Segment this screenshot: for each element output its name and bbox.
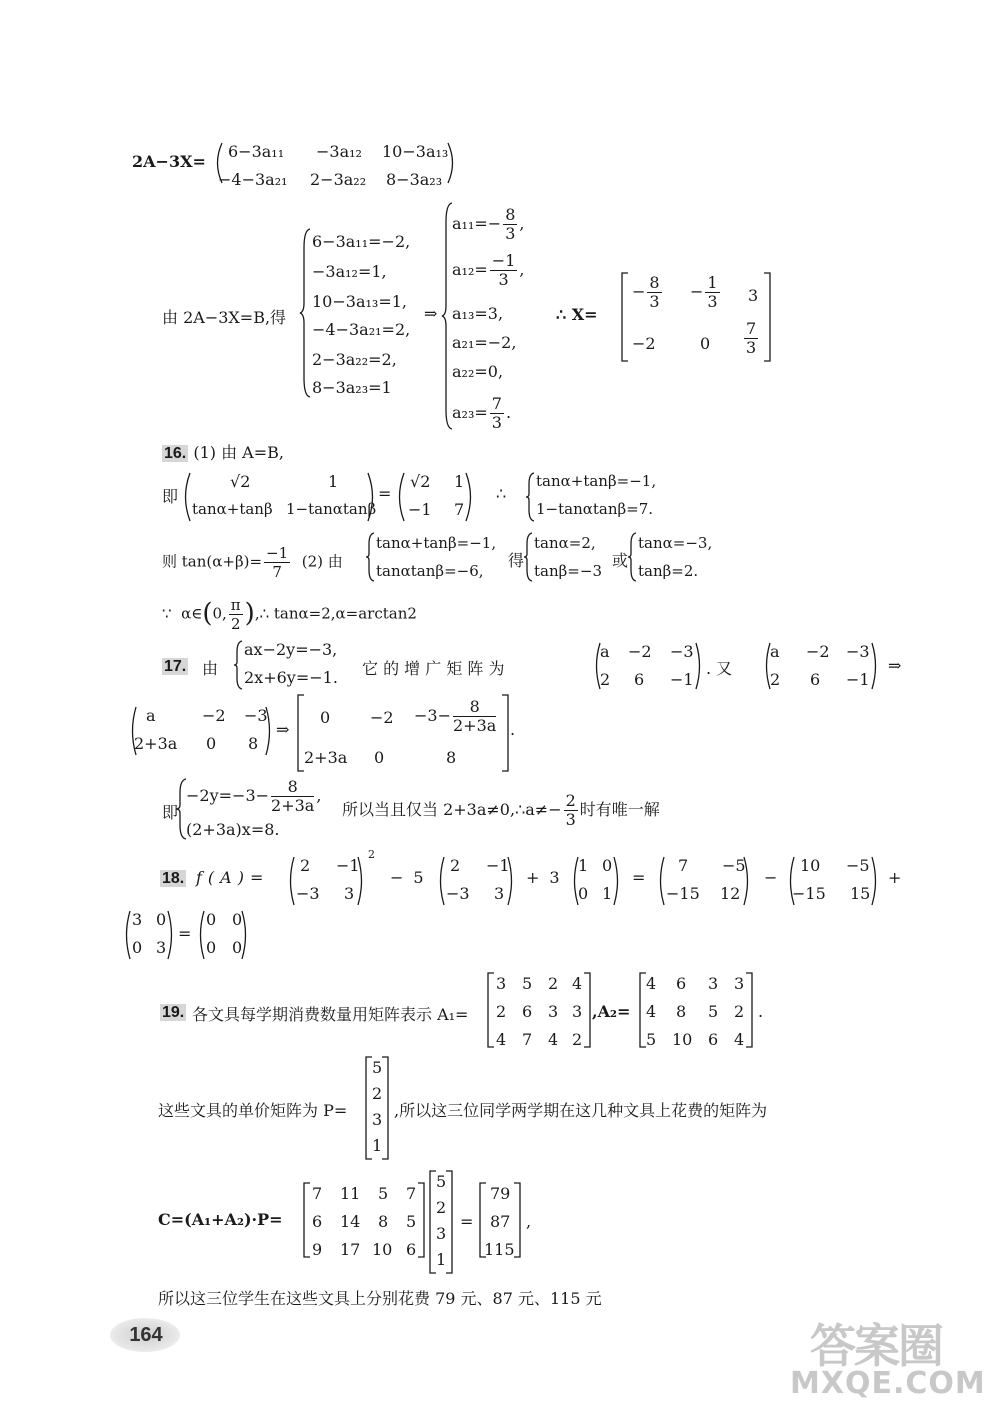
p19-p-cell: 5: [372, 1058, 383, 1077]
p17-m2-cell: 2: [770, 670, 781, 689]
frac-den: 3: [649, 292, 660, 311]
frac-den: 3: [491, 413, 502, 432]
p16-sys2-brace: [524, 532, 534, 582]
p18-eq: =: [632, 868, 646, 887]
p18-num: [160, 868, 186, 888]
p19-a1-cell: 4: [572, 974, 583, 993]
p19-a2-cell: 6: [676, 974, 687, 993]
p19-sum-cell: 6: [406, 1240, 417, 1259]
eq1-r2c2: 2−3a₂₂: [310, 170, 367, 189]
p18-m6-cell: 0: [156, 910, 167, 929]
p18-m2-cell: −3: [446, 884, 470, 903]
therefore-x: ∴ X=: [556, 305, 598, 324]
p18-m2-cell: 3: [494, 884, 505, 903]
p19-a2-cell: 4: [646, 974, 657, 993]
p17-also: . 又: [706, 659, 733, 678]
frac-num: 2: [565, 791, 576, 810]
p16-m2-r1c1: √2: [410, 472, 431, 491]
p19-sum-cell: 11: [340, 1184, 361, 1203]
p17-m4-cell: 0: [320, 708, 331, 727]
p16-m1-r1c2: 1: [328, 472, 339, 491]
p16-line1: 16. (1) 由 A=B,: [164, 443, 284, 462]
p16-m2-r1c2: 1: [454, 472, 465, 491]
x-r2c1: −2: [632, 334, 656, 353]
p18-m2-cell: 2: [450, 856, 461, 875]
p19-text1: 各文具每学期消费数量用矩阵表示 A₁=: [192, 1005, 469, 1024]
implies-arrow: ⇒: [424, 304, 438, 323]
frac-num: 8: [649, 273, 660, 292]
eq2-sys1-row: −4−3a₂₁=2,: [312, 320, 411, 339]
p19-p-cell: 1: [372, 1136, 383, 1155]
p19-res-rbracket: [512, 1182, 522, 1258]
p16-m1-left-paren: [180, 472, 192, 522]
p19-sum-cell: 14: [340, 1212, 361, 1231]
p19-a1-cell: 4: [548, 1030, 559, 1049]
eq1-r2c3: 8−3a₂₃: [386, 170, 443, 189]
p17-l3-lead: 即: [162, 803, 179, 822]
p17-num: [162, 656, 188, 676]
frac-den: 3: [498, 270, 509, 289]
p18-m5-cell: 15: [850, 884, 871, 903]
p19-a2-rbracket: [744, 972, 754, 1048]
p16-m2-left-paren: [394, 472, 406, 522]
p18-paren: [506, 856, 516, 906]
p17-m2-cell: 6: [810, 670, 821, 689]
p19-sum-cell: 9: [312, 1240, 323, 1259]
eq2-a22: a₂₂=0,: [452, 362, 504, 381]
p19-sum-lbracket: [302, 1182, 312, 1258]
p17-end: .: [510, 720, 516, 739]
frac-den: 2+3a: [271, 796, 315, 815]
p16-l2-lead: 即: [162, 487, 179, 506]
x-r1c2: − $\frac{1}{3}$: [690, 273, 718, 311]
frac-num: −1: [491, 251, 516, 270]
p19-sum-cell: 10: [372, 1240, 393, 1259]
p18-m1-cell: 2: [300, 856, 311, 875]
p19-res-cell: 115: [484, 1240, 515, 1259]
p17-m3-cell: 0: [206, 734, 217, 753]
frac-num: 8: [453, 698, 496, 717]
p17-l3-sys-r1: −2y=−3− $\frac{8}{2+3a}$ ,: [186, 777, 322, 815]
p19-p2-rbracket: [444, 1170, 454, 1274]
p17-l3-text: 所以当且仅当 2+3a≠0,∴a≠− $\frac{2}{3}$ 时有唯一解: [342, 791, 660, 829]
watermark-bottom-text: MXQE.COM: [790, 1366, 986, 1401]
eq2-sys1-row: 6−3a₁₁=−2,: [312, 232, 411, 251]
p16-sys-brace: [526, 472, 536, 522]
p19-a1-cell: 3: [572, 1002, 583, 1021]
p19-c-lead: C=(A₁+A₂)·P=: [158, 1210, 283, 1229]
p19-p2-cell: 5: [436, 1172, 447, 1191]
p19-a2-cell: 3: [708, 974, 719, 993]
eq1-r1c1: 6−3a₁₁: [228, 142, 285, 161]
p16-m1-r2c2: 1−tanαtanβ: [286, 500, 377, 518]
p19-dot: .: [758, 1002, 764, 1021]
p18-m7-cell: 0: [206, 910, 217, 929]
p18-paren: [742, 856, 752, 906]
p17-m2-rparen: [870, 642, 880, 690]
p19-sum-cell: 7: [406, 1184, 417, 1203]
x-r1c1: − $\frac{8}{3}$: [632, 273, 660, 311]
p19-res-cell: 79: [490, 1184, 511, 1203]
frac-den: 3: [707, 292, 718, 311]
p19-p2-cell: 3: [436, 1224, 447, 1243]
p19-sum-cell: 7: [312, 1184, 323, 1203]
p18-m5-cell: −15: [792, 884, 826, 903]
p18-paren: [122, 910, 132, 960]
x-matrix-right-bracket: [762, 272, 772, 362]
p17-m3-cell: 8: [248, 734, 259, 753]
p18-m3-cell: 1: [578, 856, 589, 875]
p19-a2-cell: 10: [672, 1030, 693, 1049]
p17-m4-rbracket: [500, 694, 510, 772]
p17-m1-rparen: [694, 642, 704, 690]
p19-a1-cell: 3: [496, 974, 507, 993]
p16-m1-right-paren: [366, 472, 378, 522]
eq1-r1c3: 10−3a₁₃: [382, 142, 449, 161]
p19-final: 所以这三位学生在这些文具上分别花费 79 元、87 元、115 元: [158, 1289, 602, 1308]
p19-sum-cell: 17: [340, 1240, 361, 1259]
p18-m6-cell: 3: [132, 910, 143, 929]
p19-a1-cell: 3: [548, 1002, 559, 1021]
p19-p2-cell: 1: [436, 1250, 447, 1269]
eq2-sys1-row: −3a₁₂=1,: [312, 262, 387, 281]
p18-m2-cell: −1: [486, 856, 510, 875]
p19-a1-lbracket: [486, 972, 496, 1048]
p18-lead: f(A)=: [196, 868, 270, 887]
eq2-a23: a₂₃= $\frac{7}{3}$ .: [452, 394, 512, 432]
p18-m1-cell: −3: [296, 884, 320, 903]
p17-m3-cell: 2+3a: [134, 734, 178, 753]
p17-m3-cell: −2: [202, 706, 226, 725]
p19-text2: 这些文具的单价矩阵为 P=: [158, 1101, 348, 1120]
eq2-a12: a₁₂= $\frac{-1}{3}$ ,: [452, 251, 525, 289]
p17-mid: 它 的 增 广 矩 阵 为: [362, 659, 505, 678]
p17-m3-cell: −3: [244, 706, 268, 725]
problem-number: 19.: [162, 1004, 185, 1021]
p17-m4-cell: −3− $\frac{8}{2+3a}$: [414, 697, 497, 735]
p17-m4-cell: 8: [446, 748, 457, 767]
p18-paren: [196, 910, 206, 960]
p19-p2-cell: 2: [436, 1198, 447, 1217]
p18-m5-cell: −5: [846, 856, 870, 875]
p16-l4: ∵ α∈(0, $\frac{\pi}{2}$ ),∴ tanα=2,α=arctan2: [162, 596, 417, 633]
p16-sys-row: 1−tanαtanβ=7.: [536, 500, 654, 518]
p16-m2-r2c1: −1: [408, 500, 432, 519]
p17-l3-sys-r2: (2+3a)x=8.: [186, 820, 280, 839]
eq2-sys1-brace: [300, 228, 312, 398]
eq2-lead: 由 2A−3X=B,得: [162, 308, 287, 327]
p19-a1-cell: 6: [522, 1002, 533, 1021]
p17-m2-cell: a: [770, 642, 780, 661]
p19-a2-cell: 2: [734, 1002, 745, 1021]
p17-m1-cell: −3: [670, 642, 694, 661]
p16-l2-eq: =: [378, 484, 392, 503]
p19-a2-cell: 6: [708, 1030, 719, 1049]
p18-m7-cell: 0: [232, 938, 243, 957]
p16-m2-right-paren: [464, 472, 476, 522]
problem-number: 17.: [164, 658, 187, 675]
p19-a2-cell: 5: [708, 1002, 719, 1021]
p17-m1-cell: −2: [628, 642, 652, 661]
p16-sys1-row: tanα+tanβ=−1,: [376, 534, 497, 552]
p19-a1-cell: 2: [496, 1002, 507, 1021]
p19-eq: =: [460, 1212, 474, 1231]
p18-m4-cell: 12: [720, 884, 741, 903]
p16-sys1-brace: [366, 532, 376, 582]
x-matrix-left-bracket: [620, 272, 630, 362]
p16-sys2-row: tanα=2,: [534, 534, 596, 552]
p19-a1-cell: 4: [496, 1030, 507, 1049]
p16-m2-r2c2: 7: [454, 500, 465, 519]
p18-m1-cell: −1: [336, 856, 360, 875]
eq2-sys1-row: 10−3a₁₃=1,: [312, 292, 407, 311]
p19-a2-cell: 4: [646, 1002, 657, 1021]
p16-sys1-row: tanαtanβ=−6,: [376, 562, 484, 580]
p18-m1-cell: 3: [344, 884, 355, 903]
p17-sys-brace: [234, 640, 244, 690]
frac-den: 2: [230, 615, 241, 633]
p17-m3-rparen: [264, 706, 274, 756]
p19-a2-cell: 5: [646, 1030, 657, 1049]
p17-m1-cell: 6: [634, 670, 645, 689]
eq1-r2c1: −4−3a₂₁: [218, 170, 288, 189]
x-r1c3: 3: [748, 286, 759, 305]
frac-den: 3: [565, 810, 576, 829]
frac-den: 2+3a: [453, 716, 497, 735]
p17-m2-cell: −3: [846, 642, 870, 661]
p18-m6-cell: 0: [132, 938, 143, 957]
p19-sum-cell: 6: [312, 1212, 323, 1231]
p16-l3: 则 tan(α+β)= $\frac{-1}{7}$ (2) 由: [162, 544, 343, 581]
p17-m4-cell: −2: [370, 708, 394, 727]
p19-sum-rbracket: [416, 1182, 426, 1258]
p19-res-cell: 87: [490, 1212, 511, 1231]
watermark-logo: [790, 1310, 990, 1400]
problem-number: 16.: [164, 445, 187, 462]
p17-m4-cell: 0: [374, 748, 385, 767]
p19-a1-cell: 2: [572, 1030, 583, 1049]
p16-sys3-row: tanα=−3,: [638, 534, 713, 552]
p18-plus3: +3: [526, 868, 570, 887]
p18-m4-cell: −15: [666, 884, 700, 903]
p18-m5-cell: 10: [800, 856, 821, 875]
p18-paren: [356, 856, 366, 906]
p19-p-cell: 2: [372, 1084, 383, 1103]
p19-a1-cell: 2: [548, 974, 559, 993]
watermark-top-text: 答案圈: [810, 1319, 942, 1373]
p19-sum-cell: 5: [378, 1184, 389, 1203]
p16-sys3-row: tanβ=2.: [638, 562, 699, 580]
p19-sum-cell: 5: [406, 1212, 417, 1231]
p19-comma: ,: [526, 1212, 532, 1231]
frac-num: 8: [505, 205, 516, 224]
p18-m6-cell: 3: [156, 938, 167, 957]
p18-m3-cell: 0: [578, 884, 589, 903]
frac-den: 7: [272, 563, 282, 581]
p18-paren: [656, 856, 666, 906]
p18-paren: [436, 856, 446, 906]
p19-text3: ,所以这三位同学两学期在这几种文具上花费的矩阵为: [394, 1101, 768, 1120]
frac-num: 1: [707, 273, 718, 292]
frac-den: 3: [505, 224, 516, 243]
p18-minus: −: [764, 868, 778, 887]
p18-m4-cell: 7: [678, 856, 689, 875]
p16-sys3-brace: [628, 532, 638, 582]
x-r2c3: [742, 320, 760, 357]
frac-num: 7: [746, 319, 757, 338]
p16-sys-row: tanα+tanβ=−1,: [536, 472, 657, 490]
p17-m1-cell: 2: [600, 670, 611, 689]
p18-m3-cell: 1: [602, 884, 613, 903]
eq2-a13: a₁₃=3,: [452, 304, 504, 323]
p17-lead: 由: [202, 659, 219, 678]
p16-sys2-row: tanβ=−3: [534, 562, 602, 580]
p18-paren: [870, 856, 880, 906]
p18-m4-cell: −5: [722, 856, 746, 875]
eq2-a21: a₂₁=−2,: [452, 333, 517, 352]
eq1-right-paren: [446, 142, 458, 184]
p16-or: 或: [612, 551, 629, 570]
p19-a2-cell: 3: [734, 974, 745, 993]
eq2-sys1-row: 2−3a₂₂=2,: [312, 350, 397, 369]
p18-eq2: =: [178, 924, 192, 943]
p17-sys-row: ax−2y=−3,: [244, 640, 338, 659]
p19-a1-rbracket: [582, 972, 592, 1048]
p18-paren: [240, 910, 250, 960]
p19-p-cell: 3: [372, 1110, 383, 1129]
p19-a2-cell: 8: [676, 1002, 687, 1021]
frac-num: −1: [266, 544, 289, 562]
frac-den: 3: [746, 338, 757, 357]
x-r2c2: 0: [700, 334, 711, 353]
eq1-lhs: 2A−3X=: [132, 152, 206, 171]
p18-square: 2: [368, 848, 375, 861]
p18-m7-cell: 0: [232, 910, 243, 929]
p19-num: [160, 1002, 186, 1022]
frac-num: 7: [491, 394, 502, 413]
eq2-sys1-row: 8−3a₂₃=1: [312, 378, 392, 397]
p17-m3-cell: a: [146, 706, 156, 725]
p17-m4-cell: 2+3a: [304, 748, 348, 767]
p16-get: 得: [508, 551, 525, 570]
p18-paren: [286, 856, 296, 906]
p18-m3-cell: 0: [602, 856, 613, 875]
p19-p-rbracket: [380, 1056, 390, 1160]
implies-arrow: ⇒: [888, 656, 902, 675]
p18-minus5: −5: [390, 868, 434, 887]
p17-m2-cell: −1: [846, 670, 870, 689]
implies-arrow: ⇒: [276, 720, 290, 739]
frac-num: 8: [271, 778, 314, 797]
p18-paren: [612, 856, 622, 906]
p16-m1-r2c1: tanα+tanβ: [192, 500, 273, 518]
p18-paren: [166, 910, 176, 960]
p17-m1-cell: −1: [670, 670, 694, 689]
p17-sys-row: 2x+6y=−1.: [244, 668, 338, 687]
p16-m1-r1c1: √2: [230, 472, 251, 491]
problem-number: 18.: [162, 870, 185, 887]
p17-m1-cell: a: [600, 642, 610, 661]
p19-sum-cell: 8: [378, 1212, 389, 1231]
p18-m7-cell: 0: [206, 938, 217, 957]
p19-a2-cell: 4: [734, 1030, 745, 1049]
p19-a1-cell: 7: [522, 1030, 533, 1049]
p19-mid: ,A₂=: [592, 1002, 631, 1021]
p16-therefore: ∴: [496, 484, 507, 503]
p17-m2-cell: −2: [806, 642, 830, 661]
p19-a1-cell: 5: [522, 974, 533, 993]
page-number: 164: [129, 1324, 163, 1346]
eq1-r1c2: −3a₁₂: [316, 142, 362, 161]
frac-num: π: [230, 596, 241, 614]
p18-plus: +: [888, 868, 902, 887]
eq2-a11: a₁₁=− $\frac{8}{3}$ ,: [452, 205, 525, 243]
